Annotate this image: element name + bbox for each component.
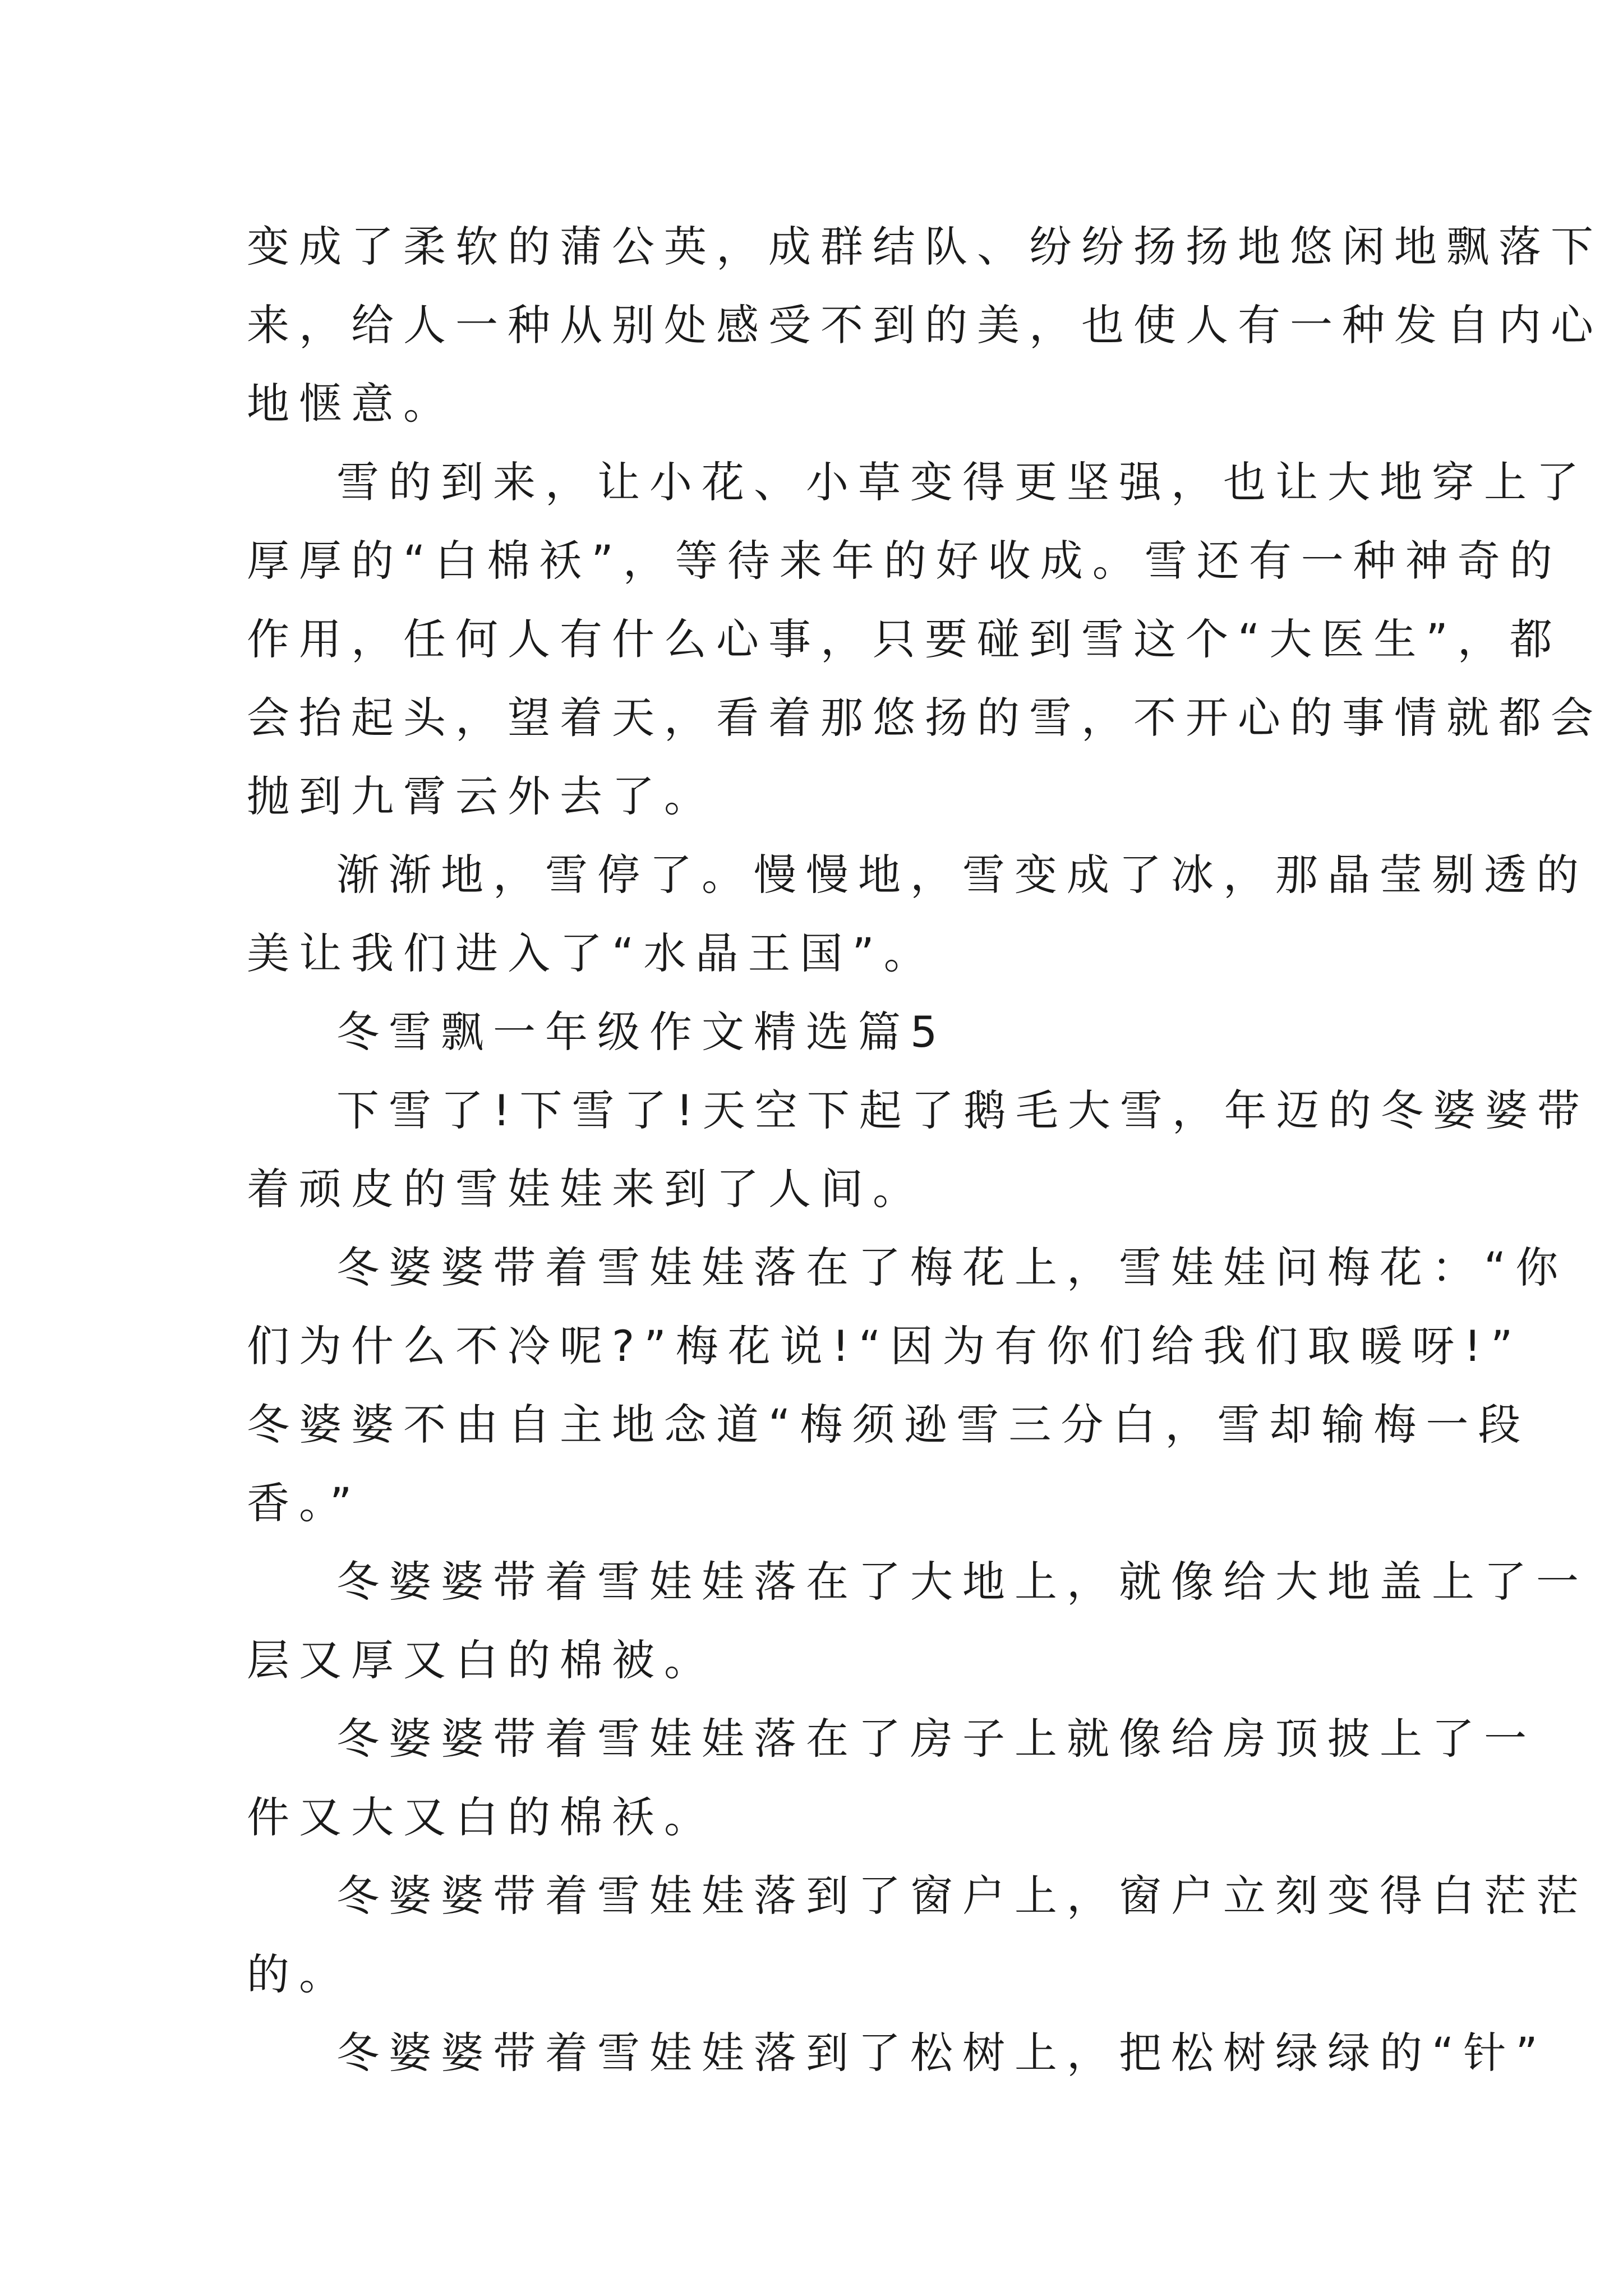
paragraph-first-line: 冬婆婆带着雪娃娃落在了梅花上，雪娃娃问梅花：“你 <box>336 1243 1568 1292</box>
paragraph-first-line: 冬婆婆带着雪娃娃落在了房子上就像给房顶披上了一 <box>336 1714 1536 1764</box>
paragraph-first-line: 渐渐地，雪停了。慢慢地，雪变成了冰，那晶莹剔透的 <box>336 850 1588 900</box>
text-line: 的。 <box>247 1949 351 1999</box>
paragraph-first-line: 雪的到来，让小花、小草变得更坚强，也让大地穿上了 <box>336 457 1588 507</box>
text-line: 地惬意。 <box>247 379 455 429</box>
text-line: 作用，任何人有什么心事，只要碰到雪这个“大医生”，都 <box>247 614 1562 664</box>
text-line: 冬婆婆不由自主地念道“梅须逊雪三分白，雪却输梅一段 <box>247 1400 1530 1450</box>
text-line: 美让我们进入了“水晶王国”。 <box>247 928 936 978</box>
text-line: 着顽皮的雪娃娃来到了人间。 <box>247 1164 925 1214</box>
section-heading: 冬雪飘一年级作文精选篇5 <box>336 1007 947 1057</box>
text-line: 来，给人一种从别处感受不到的美，也使人有一种发自内心 <box>247 300 1603 350</box>
paragraph-first-line: 下雪了!下雪了!天空下起了鹅毛大雪，年迈的冬婆婆带 <box>336 1085 1589 1135</box>
text-line: 抛到九霄云外去了。 <box>247 771 716 821</box>
text-line: 香。” <box>247 1478 362 1528</box>
paragraph-first-line: 冬婆婆带着雪娃娃落在了大地上，就像给大地盖上了一 <box>336 1557 1588 1607</box>
text-line: 会抬起头，望着天，看着那悠扬的雪，不开心的事情就都会 <box>247 693 1603 743</box>
text-line: 变成了柔软的蒲公英，成群结队、纷纷扬扬地悠闲地飘落下 <box>247 222 1603 272</box>
text-line: 层又厚又白的棉被。 <box>247 1635 716 1685</box>
text-line: 们为什么不冷呢?”梅花说!“因为有你们给我们取暖呀!” <box>247 1321 1523 1371</box>
text-line: 件又大又白的棉袄。 <box>247 1792 716 1842</box>
paragraph-first-line: 冬婆婆带着雪娃娃落到了松树上，把松树绿绿的“针” <box>336 2028 1547 2078</box>
text-line: 厚厚的“白棉袄”，等待来年的好收成。雪还有一种神奇的 <box>247 536 1562 586</box>
paragraph-first-line: 冬婆婆带着雪娃娃落到了窗户上，窗户立刻变得白茫茫 <box>336 1871 1588 1921</box>
